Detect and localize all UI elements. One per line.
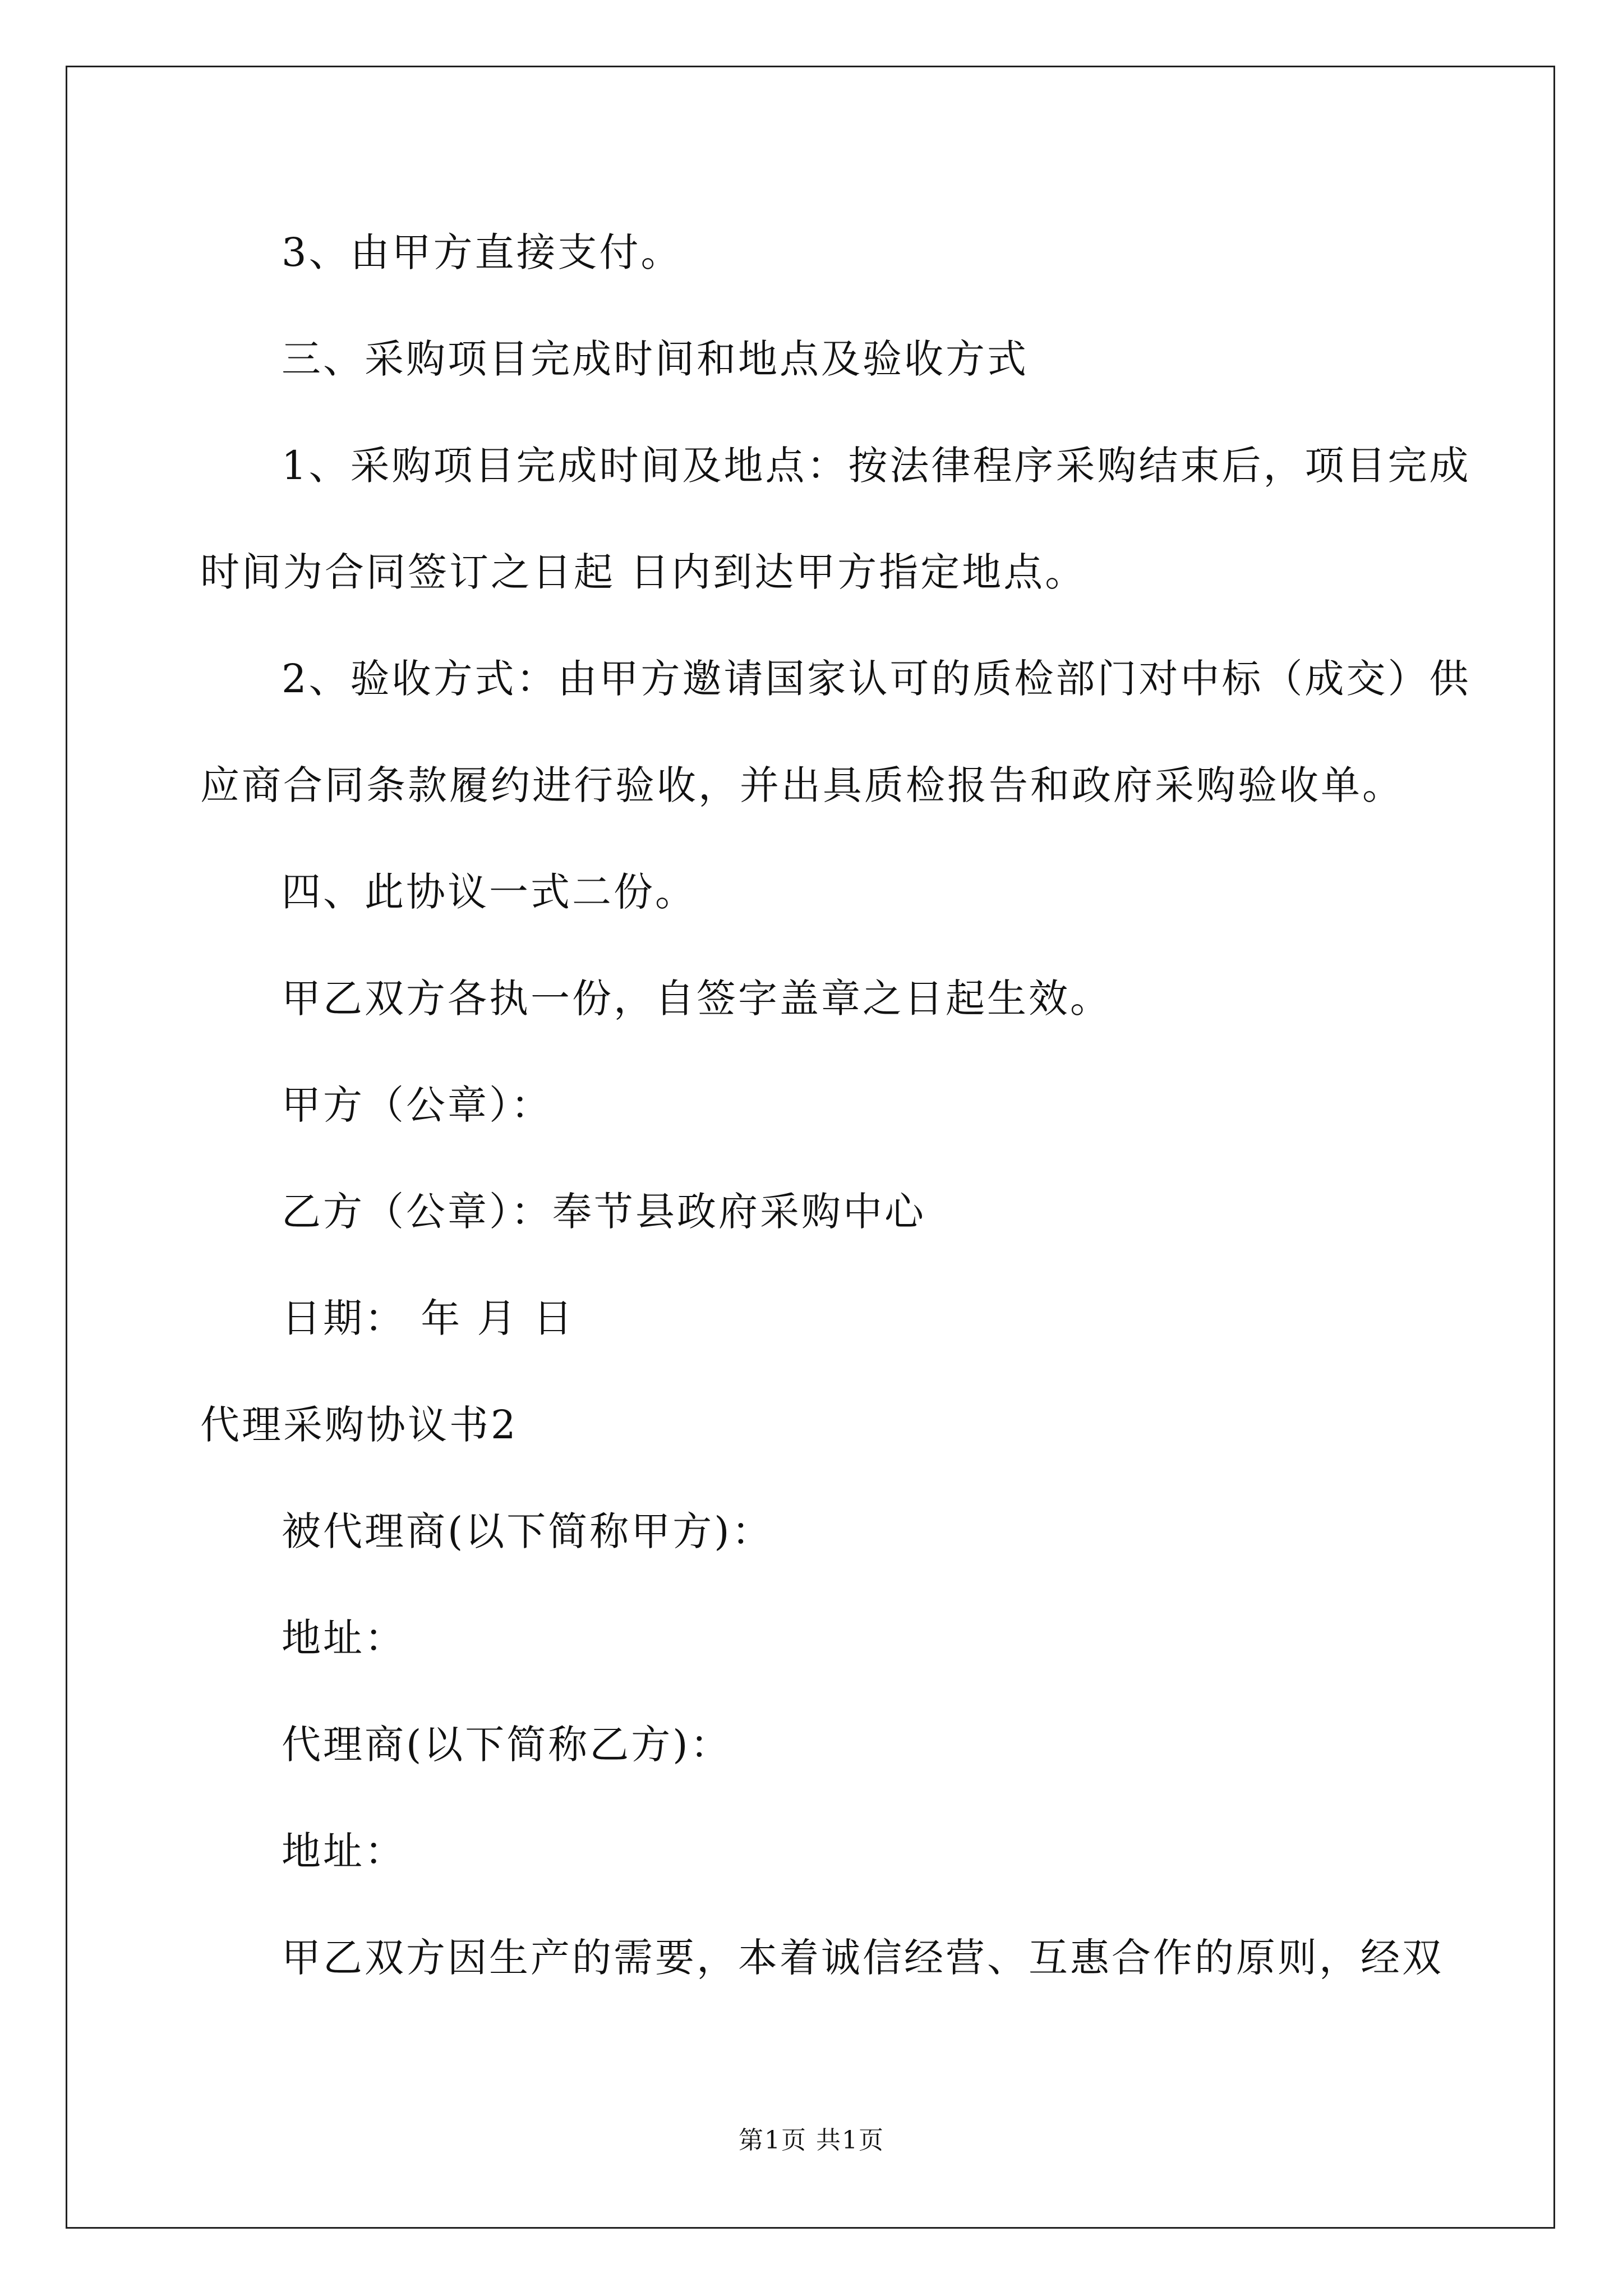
section-title: 代理采购协议书2	[200, 1402, 518, 1448]
text-line-1: 3、由甲方直接支付。	[282, 229, 683, 275]
text-line-9: 甲方（公章）：	[282, 1082, 552, 1128]
page-border	[66, 66, 1555, 2229]
text-line-4: 时间为合同签订之日起 日内到达甲方指定地点。	[200, 549, 1087, 595]
text-line-17: 甲乙双方因生产的需要，本着诚信经营、互惠合作的原则，经双	[282, 1935, 1444, 1981]
text-line-6: 应商合同条款履约进行验收，并出具质检报告和政府采购验收单。	[200, 762, 1404, 808]
text-line-14: 地址：	[282, 1615, 406, 1661]
text-line-7: 四、此协议一式二份。	[282, 869, 697, 915]
text-line-10: 乙方（公章）：奉节县政府采购中心	[282, 1189, 926, 1235]
text-line-15: 代理商(以下简称乙方)：	[282, 1722, 732, 1768]
text-line-5: 2、验收方式：由甲方邀请国家认可的质检部门对中标（成交）供	[282, 656, 1471, 702]
text-line-16: 地址：	[282, 1828, 406, 1874]
text-line-11: 日期： 年 月 日	[282, 1295, 575, 1341]
page-footer: 第1页 共1页	[739, 2126, 884, 2155]
text-line-3: 1、采购项目完成时间及地点：按法律程序采购结束后，项目完成	[282, 443, 1471, 489]
text-line-13: 被代理商(以下简称甲方)：	[282, 1508, 773, 1554]
text-line-8: 甲乙双方各执一份，自签字盖章之日起生效。	[282, 976, 1112, 1022]
text-line-2: 三、采购项目完成时间和地点及验收方式	[282, 336, 1029, 382]
